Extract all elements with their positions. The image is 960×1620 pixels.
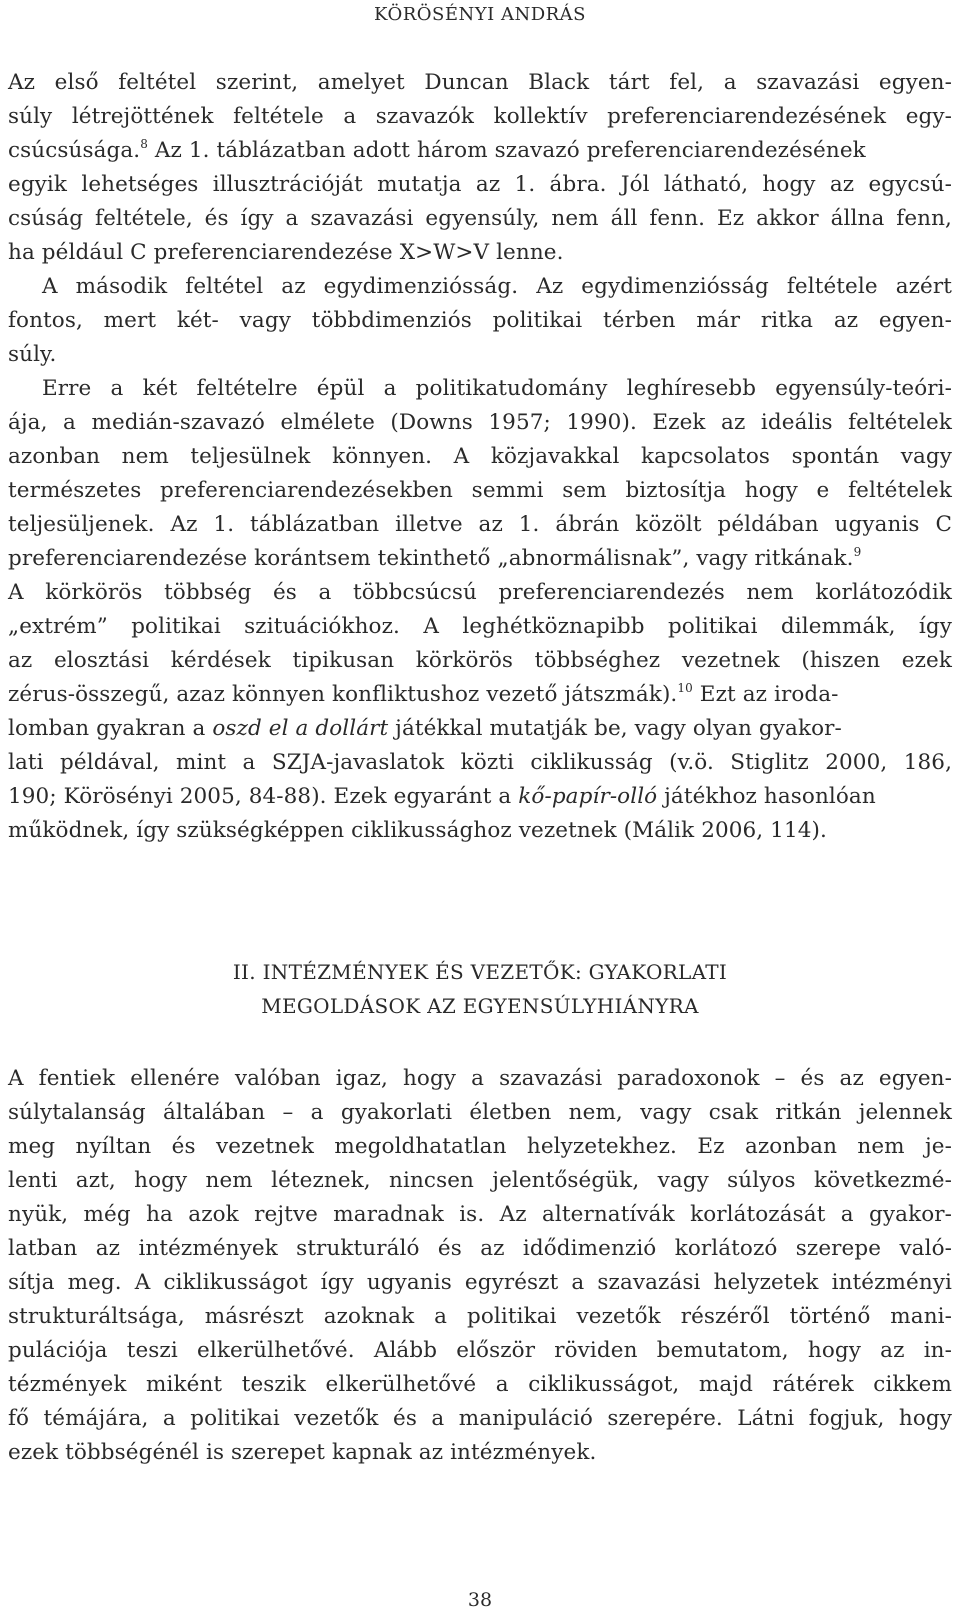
text-line: az elosztási kérdések tipikusan körkörös többséghez vezetnek (hiszen ezek <box>8 648 952 673</box>
text-line: strukturáltsága, másrészt azoknak a politikai vezetők részéről történő mani- <box>8 1304 952 1329</box>
italic-term: oszd el a dollárt <box>212 716 389 741</box>
text-line: latban az intézmények strukturáló és az idődimenzió korlátozó szerepe való- <box>8 1236 952 1261</box>
text-line: A körkörös többség és a többcsúcsú preferenciarendezés nem korlátozódik <box>8 580 952 605</box>
text-line: súlytalanság általában – a gyakorlati életben nem, vagy csak ritkán jelennek <box>8 1100 952 1125</box>
text-line: súly. <box>8 342 57 367</box>
text-line: lomban gyakran a oszd el a dollárt játékkal mutatják be, vagy olyan gyakor- <box>8 716 842 741</box>
running-head: KÖRÖSÉNYI ANDRÁS <box>373 4 587 25</box>
text-line: lenti azt, hogy nem léteznek, nincsen jelentőségük, vagy súlyos következmé- <box>8 1168 952 1193</box>
text-line: ezek többségénél is szerepet kapnak az intézmények. <box>8 1440 597 1465</box>
text-line: súly létrejöttének feltétele a szavazók kollektív preferenciarendezésének egy- <box>8 104 952 129</box>
text-line: működnek, így szükségképpen ciklikussághoz vezetnek (Málik 2006, 114). <box>8 818 827 843</box>
text-line: nyük, még ha azok rejtve maradnak is. Az alternatívák korlátozását a gyakor- <box>8 1202 952 1227</box>
text-line: fő témájára, a politikai vezetők és a manipuláció szerepére. Látni fogjuk, hogy <box>8 1406 952 1431</box>
footnote-ref-8[interactable]: 8 <box>140 137 148 151</box>
text-line: Az első feltétel szerint, amelyet Duncan Black tárt fel, a szavazási egyen- <box>8 70 952 95</box>
section-heading <box>0 955 960 1023</box>
page-number: 38 <box>467 1589 493 1611</box>
text-line: csúcsúsága.$^8$ Az 1. táblázatban adott három szavazó preferenciarendezésének <box>8 137 866 163</box>
footnote-ref-10[interactable]: 10 <box>677 681 693 695</box>
text-line: pulációja teszi elkerülhetővé. Alább először röviden bemutatom, hogy az in- <box>8 1338 952 1363</box>
text-line: A fentiek ellenére valóban igaz, hogy a szavazási paradoxonok – és az egyen- <box>8 1066 952 1091</box>
text-line: 190; Körösényi 2005, 84-88). Ezek egyaránt a kő-papír-olló játékhoz hasonlóan <box>8 784 876 809</box>
text-line: tézmények miként teszik elkerülhetővé a ciklikusságot, majd rátérek cikkem <box>8 1372 952 1397</box>
section-2-text <box>8 1062 952 1470</box>
text-line: zérus-összegű, azaz könnyen konfliktushoz vezető játszmák).$^{10}$ Ezt az iroda- <box>8 681 839 707</box>
heading-line-1: II. INTÉZMÉNYEK ÉS VEZETŐK: GYAKORLATI <box>232 960 728 984</box>
text-line: csúság feltétele, és így a szavazási egyensúly, nem áll fenn. Ez akkor állna fenn, <box>8 206 952 231</box>
text-line: fontos, mert két- vagy többdimenziós politikai térben már ritka az egyen- <box>8 308 952 333</box>
text-line: azonban nem teljesülnek könnyen. A közjavakkal kapcsolatos spontán vagy <box>8 444 952 469</box>
text-line: ha például C preferenciarendezése X>W>V lenne. <box>8 240 564 265</box>
section-1-text <box>8 66 952 848</box>
text-line: természetes preferenciarendezésekben semmi sem biztosítja hogy e feltételek <box>8 478 952 503</box>
footnote-ref-9[interactable]: 9 <box>853 545 862 559</box>
italic-term: kő-papír-olló <box>518 784 658 809</box>
text-line: egyik lehetséges illusztrációját mutatja az 1. ábra. Jól látható, hogy az egycsú- <box>8 172 952 197</box>
text-line: teljesüljenek. Az 1. táblázatban illetve az 1. ábrán közölt példában ugyanis C <box>8 512 952 537</box>
heading-line-2: MEGOLDÁSOK AZ EGYENSÚLYHIÁNYRA <box>261 994 699 1018</box>
text-line: A második feltétel az egydimenziósság. Az egydimenziósság feltétele azért <box>42 274 952 299</box>
text-line: meg nyíltan és vezetnek megoldhatatlan helyzetekhez. Ez azonban nem je- <box>8 1134 952 1159</box>
text-line: lati példával, mint a SZJA-javaslatok közti ciklikusság (v.ö. Stiglitz 2000, 186, <box>8 750 952 775</box>
text-line: Erre a két feltételre épül a politikatudomány leghíresebb egyensúly-teóri- <box>42 376 952 401</box>
text-line: preferenciarendezése korántsem tekinthető „abnormálisnak”, vagy ritkának.$^9$ <box>8 545 862 571</box>
text-line: sítja meg. A ciklikusságot így ugyanis egyrészt a szavazási helyzetek intézményi <box>8 1270 952 1295</box>
text-line: „extrém” politikai szituációkhoz. A leghétköznapibb politikai dilemmák, így <box>8 614 952 639</box>
text-line: ája, a medián-szavazó elmélete (Downs 1957; 1990). Ezek az ideális feltételek <box>8 410 952 435</box>
